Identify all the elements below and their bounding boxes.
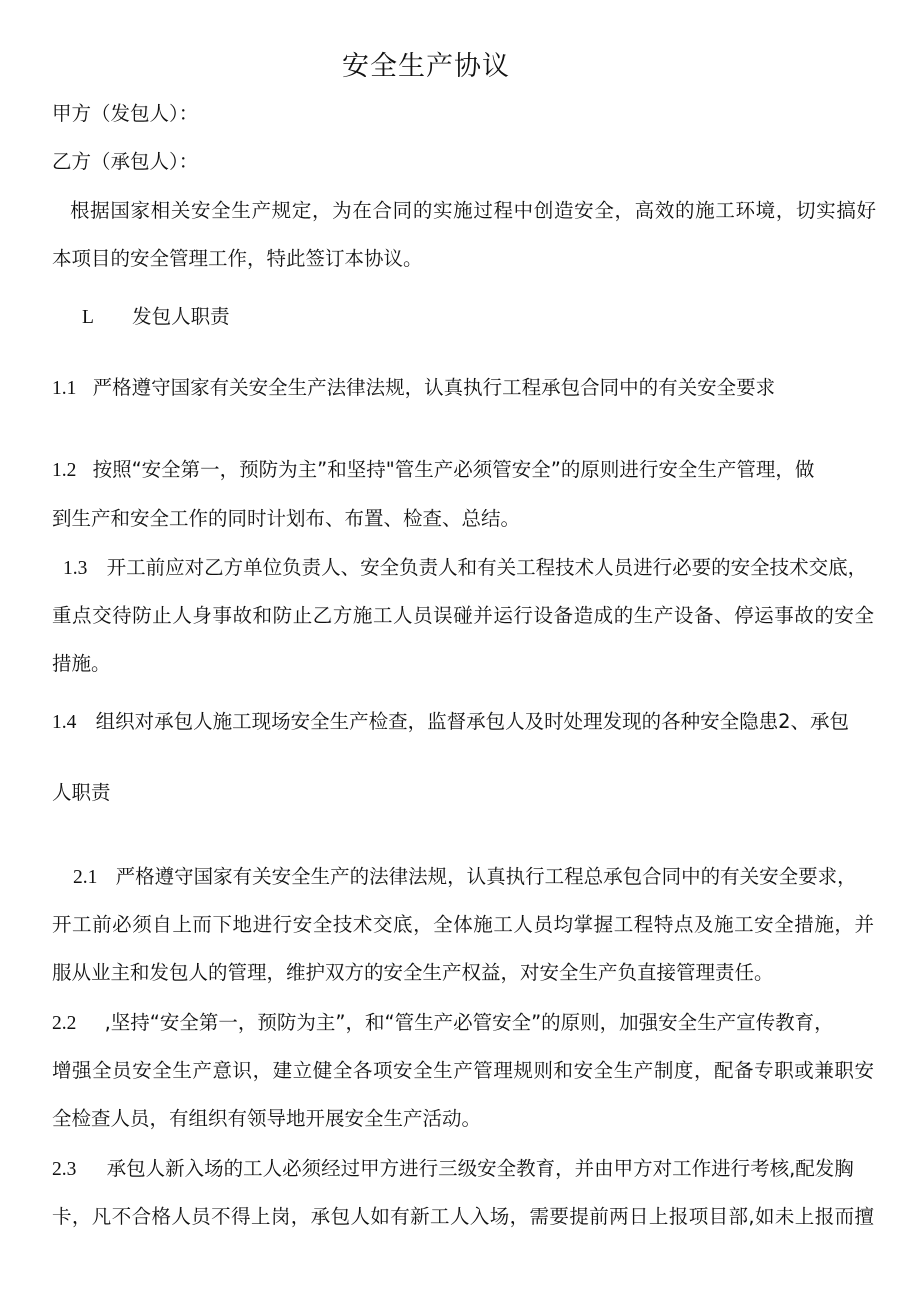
section-2-heading: 人职责	[52, 781, 111, 804]
clause-number: 1.2	[52, 460, 77, 481]
clause-1-4-line-1	[52, 709, 849, 736]
clause-2-3-line-1	[52, 1156, 854, 1183]
party-a-label: 甲方（发包人）：	[52, 102, 199, 125]
clause-2-1-line-3: 服从业主和发包人的管理，维护双方的安全生产权益，对安全生产负直接管理责任。	[52, 961, 774, 984]
clause-1-2-line-1	[52, 457, 864, 484]
clause-number: 2.3	[52, 1159, 77, 1180]
clause-number: 1.1	[52, 378, 77, 399]
section-1-heading	[82, 304, 230, 331]
clause-1-3-line-3: 措施。	[52, 652, 111, 675]
clause-1-3-line-2: 重点交待防止人身事故和防止乙方施工人员误碰并运行设备造成的生产设备、停运事故的安全	[52, 604, 874, 627]
clause-number: 1.3	[63, 558, 88, 579]
clause-number: 2.1	[73, 867, 98, 888]
clause-text: 组织对承包人施工现场安全生产检查，监督承包人及时处理发现的各种安全隐患2、承包	[95, 710, 849, 733]
clause-text: 承包人新入场的工人必须经过甲方进行三级安全教育，并由甲方对工作进行考核,配发胸	[106, 1157, 854, 1180]
clause-text: 严格遵守国家有关安全生产的法律法规，认真执行工程总承包合同中的有关安全要求，	[115, 865, 857, 888]
clause-text: ,坚持“安全第一，预防为主”，和“管生产必管安全”的原则，加强安全生产宣传教育，	[104, 1011, 834, 1034]
clause-2-1-line-1	[73, 864, 857, 891]
section-1-number: L	[82, 307, 94, 328]
clause-2-3-line-2: 卡，凡不合格人员不得上岗，承包人如有新工人入场，需要提前两日上报项目部,如未上报而擅	[52, 1205, 874, 1228]
clause-text: 按照“安全第一，预防为主”和坚持"管生产必须管安全”的原则进行安全生产管理，做	[92, 458, 815, 481]
clause-1-1	[52, 375, 775, 402]
section-1-title: 发包人职责	[132, 305, 230, 328]
clause-number: 2.2	[52, 1013, 77, 1034]
clause-text: 严格遵守国家有关安全生产法律法规，认真执行工程承包合同中的有关安全要求	[92, 376, 776, 399]
intro-line-1: 根据国家相关安全生产规定，为在合同的实施过程中创造安全，高效的施工环境，切实搞好	[70, 199, 876, 222]
clause-2-2-line-2: 增强全员安全生产意识，建立健全各项安全生产管理规则和安全生产制度，配备专职或兼职安	[52, 1059, 874, 1082]
clause-1-2-line-2: 到生产和安全工作的同时计划布、布置、检查、总结。	[52, 507, 521, 530]
document-title: 安全生产协议	[342, 51, 510, 82]
party-b-label: 乙方（承包人）：	[52, 150, 199, 173]
clause-2-2-line-3: 全检查人员，有组织有领导地开展安全生产活动。	[52, 1107, 482, 1130]
clause-number: 1.4	[52, 712, 77, 733]
clause-2-1-line-2: 开工前必须自上而下地进行安全技术交底，全体施工人员均掌握工程特点及施工安全措施，并	[52, 913, 874, 936]
clause-text: 开工前应对乙方单位负责人、安全负责人和有关工程技术人员进行必要的安全技术交底，	[106, 556, 868, 579]
intro-line-2: 本项目的安全管理工作，特此签订本协议。	[52, 247, 423, 270]
clause-2-2-line-1	[52, 1010, 834, 1037]
clause-1-3-line-1	[63, 555, 867, 582]
